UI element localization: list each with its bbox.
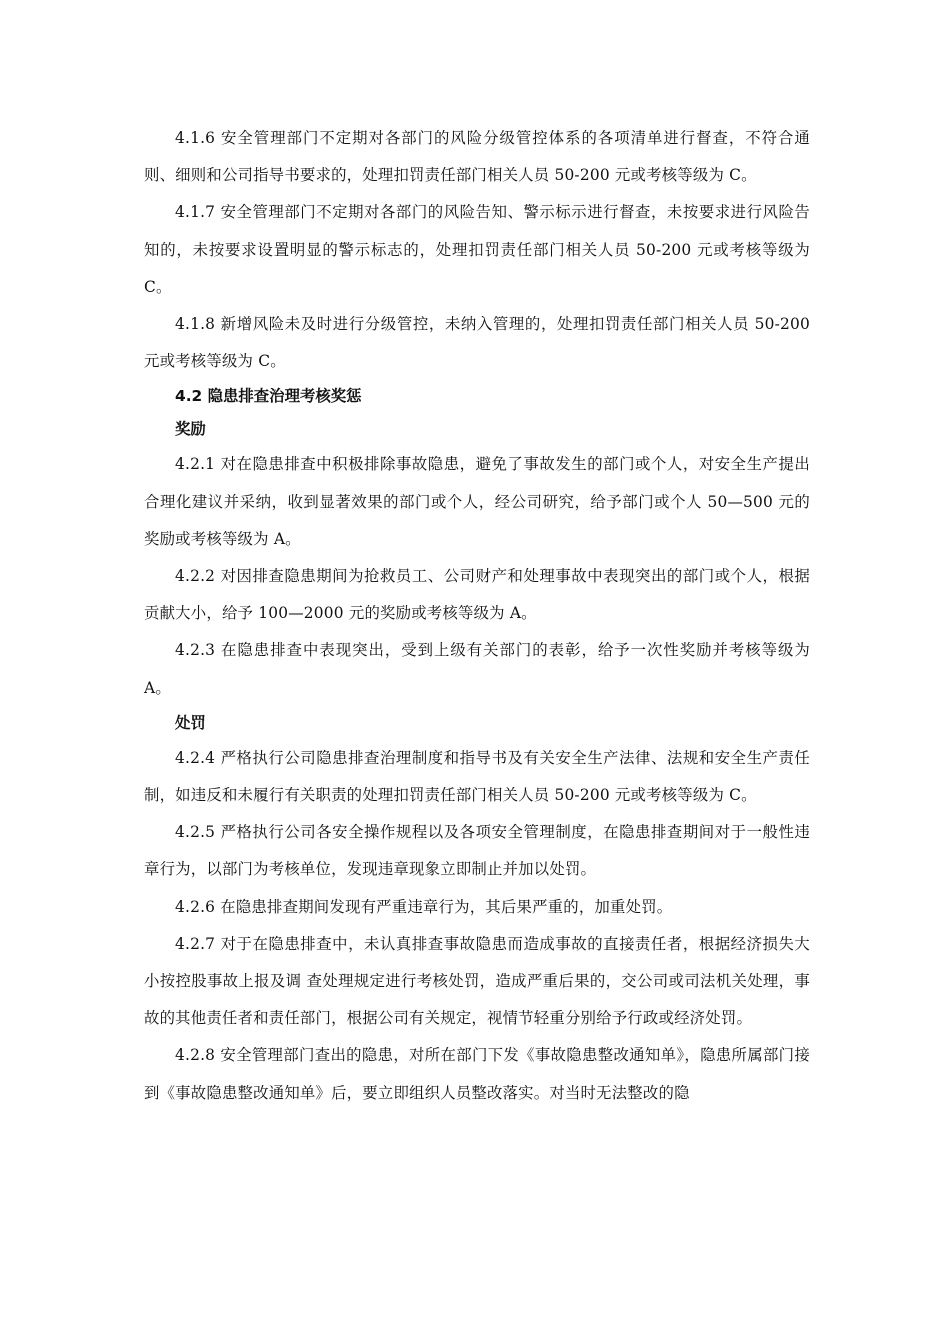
paragraph-4-2-3: 4.2.3 在隐患排查中表现突出，受到上级有关部门的表彰，给予一次性奖励并考核等级为 A。 [144, 641, 810, 697]
paragraph-4-2-4: 4.2.4 严格执行公司隐患排查治理制度和指导书及有关安全生产法律、法规和安全生产责任制，如违反和未履行有关职责的处理扣罚责任部门相关人员 50-200 元或考核等级为 C。 [144, 748, 810, 805]
paragraph-4-1-7: 4.1.7 安全管理部门不定期对各部门的风险告知、警示标示进行督查，未按要求进行风险告知的，未按要求设置明显的警示标志的，处理扣罚责任部门相关人员 50-200 元或考核等级为 C。 [144, 203, 810, 296]
paragraph-4-2-2: 4.2.2 对因排查隐患期间为抢救员工、公司财产和处理事故中表现突出的部门或个人，根据贡献大小，给予 100—2000 元的奖励或考核等级为 A。 [144, 567, 810, 623]
paragraph-4-2-7: 4.2.7 对于在隐患排查中，未认真排查事故隐患而造成事故的直接责任者，根据经济损失大小按控股事故上报及调 查处理规定进行考核处罚，造成严重后果的，交公司或司法机关处理，事故的其他责任者和责任部门，根据公司有关规定，视情节轻重分别给予行政或经济处罚。 [144, 934, 810, 1028]
paragraph-4-2-1: 4.2.1 对在隐患排查中积极排除事故隐患，避免了事故发生的部门或个人，对安全生产提出合理化建议并采纳，收到显著效果的部门或个人，经公司研究，给予部门或个人 50—500 元的奖励或考核等级为 A。 [144, 455, 810, 548]
subheading-penalties: 处罚 [175, 713, 206, 732]
paragraph-4-2-6: 4.2.6 在隐患排查期间发现有严重违章行为，其后果严重的，加重处罚。 [175, 897, 673, 916]
paragraph-4-2-5: 4.2.5 严格执行公司各安全操作规程以及各项安全管理制度，在隐患排查期间对于一般性违章行为，以部门为考核单位，发现违章现象立即制止并加以处罚。 [144, 823, 810, 879]
paragraph-4-1-8: 4.1.8 新增风险未及时进行分级管控，未纳入管理的，处理扣罚责任部门相关人员 50-200 元或考核等级为 C。 [144, 315, 810, 371]
subheading-rewards: 奖励 [175, 420, 206, 439]
paragraph-4-2-8: 4.2.8 安全管理部门查出的隐患，对所在部门下发《事故隐患整改通知单》，隐患所属部门接到《事故隐患整改通知单》后，要立即组织人员整改落实。对当时无法整改的隐 [144, 1046, 810, 1102]
paragraph-4-1-6: 4.1.6 安全管理部门不定期对各部门的风险分级管控体系的各项清单进行督查，不符合通则、细则和公司指导书要求的，处理扣罚责任部门相关人员 50-200 元或考核等级为 C。 [144, 129, 810, 185]
document-page [144, 120, 810, 1112]
section-heading-4-2: 4.2 隐患排查治理考核奖惩 [175, 387, 362, 406]
